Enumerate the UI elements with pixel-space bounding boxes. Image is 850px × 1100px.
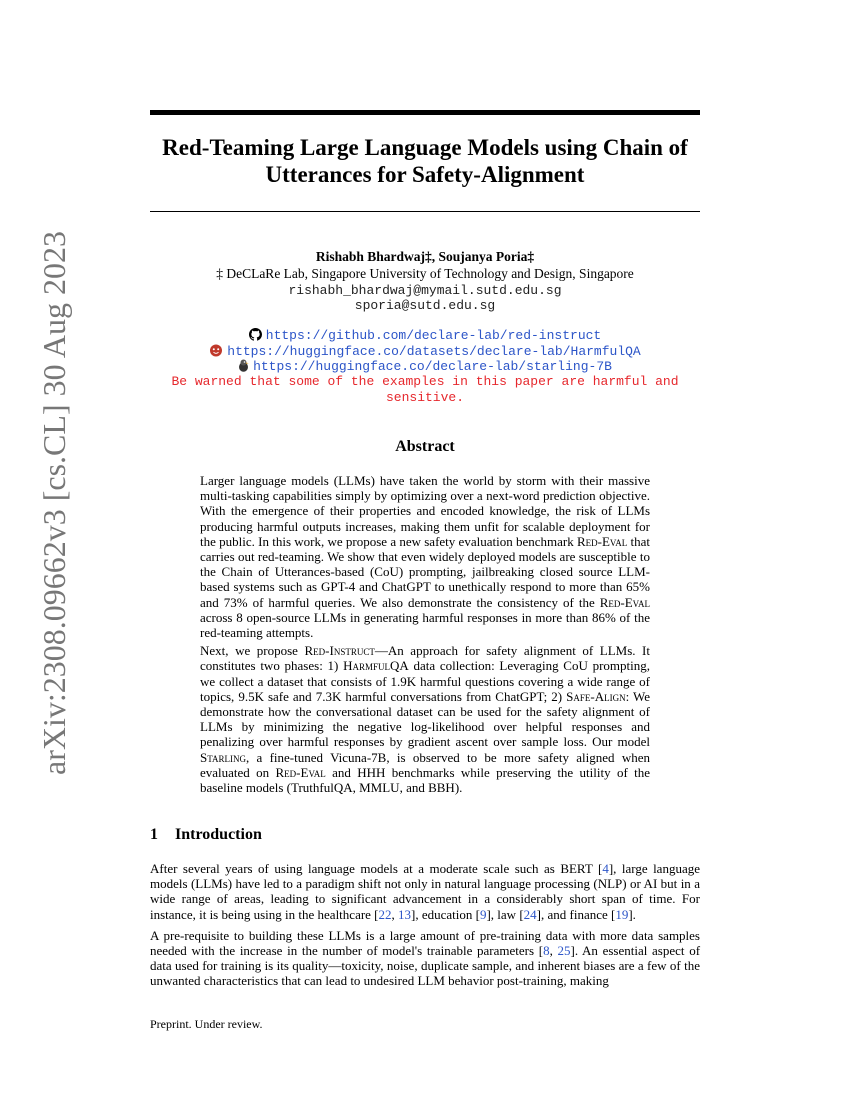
content-warning: Be warned that some of the examples in this paper are harmful and sensitive. (171, 374, 679, 405)
section-heading-introduction (150, 826, 262, 844)
github-link-line (150, 328, 700, 345)
citation-link[interactable]: 13 (398, 906, 412, 922)
red-eval-term: Red-Eval (599, 594, 650, 610)
section-title: Introduction (175, 826, 262, 843)
preprint-footer: Preprint. Under review. (150, 1017, 263, 1031)
email-poria[interactable]: sporia@sutd.edu.sg (354, 298, 496, 313)
author-names: Rishabh Bhardwaj‡, Soujanya Poria‡ (315, 249, 535, 264)
github-icon (249, 328, 262, 345)
red-instruct-term: Red-Instruct (304, 643, 375, 659)
citation-link[interactable]: 8 (543, 943, 550, 959)
abstract-paragraph-1: Larger language models (LLMs) have taken the world by storm with their massive multi-tasking capabilities simply by optimizing over a next-word prediction objective. With the emergence of their properties and encoded knowledge, the risk of LLMs producing harmful outputs increases, making them unfit for scalable deployment for the public. In this work, we propose a new safety evaluation benchmark Red-Eval that carries out red-teaming. We show that even widely deployed models are susceptible to the Chain of Utterances-based (CoU) prompting, jailbreaking closed source LLM-based systems such as GPT-4 and ChatGPT to unethically respond to more than 65% and 73% of harmful queries. We also demonstrate the consistency of the Red-Eval across 8 open-source LLMs in generating harmful responses in more than 86% of the red-teaming attempts. (200, 473, 650, 641)
intro-paragraph-1: After several years of using language models at a moderate scale such as BERT [4], large language models (LLMs) have led to a paradigm shift not only in natural language processing (NLP) or AI but in a wide range of areas, leading to significant advancement in a considerably short span of time. For instance, it is being using in the healthcare [22, 13], education [9], law [24], and finance [19]. (150, 861, 700, 922)
huggingface-dataset-url[interactable]: https://huggingface.co/datasets/declare-lab/HarmfulQA (227, 344, 641, 359)
red-eval-term: Red-Eval (275, 764, 326, 780)
title-top-rule (150, 110, 700, 115)
github-url[interactable]: https://github.com/declare-lab/red-instruct (265, 328, 602, 343)
starling-term: Starling (200, 749, 247, 765)
intro-paragraph-2: A pre-requisite to building these LLMs is a large amount of pre-training data with more data samples needed with the increase in the number of model's trainable parameters [8, 25]. An essential aspect of data used for training is its quality—toxicity, noise, duplicate sample, and inherent biases are a few of the unwanted characteristics that can lead to undesired LLM behavior post-training, making (150, 927, 701, 989)
paper-title: Red-Teaming Large Language Models using Chain of Utterances for Safety-Alignment (162, 135, 688, 187)
citation-link[interactable]: 24 (523, 906, 537, 922)
section-number: 1 (150, 826, 158, 843)
citation-link[interactable]: 25 (557, 943, 571, 959)
safe-align-term: Safe-Align (566, 688, 626, 704)
citation-link[interactable]: 4 (602, 861, 609, 876)
arxiv-identifier: arXiv:2308.09662v3 [cs.CL] 30 Aug 2023 (36, 231, 72, 775)
introduction-body (150, 861, 700, 995)
citation-link[interactable]: 22 (378, 906, 392, 922)
red-eval-term: Red-Eval (576, 533, 628, 549)
abstract-body (200, 473, 650, 798)
citation-link[interactable]: 19 (615, 906, 629, 922)
harmfulqa-term: HarmfulQA (343, 658, 409, 674)
citation-link[interactable]: 9 (479, 906, 487, 922)
abstract-heading: Abstract (395, 438, 455, 455)
email-bhardwaj[interactable]: rishabh_bhardwaj@mymail.sutd.edu.sg (288, 283, 562, 298)
affiliation: ‡ DeCLaRe Lab, Singapore University of Technology and Design, Singapore (216, 266, 634, 281)
huggingface-model-url[interactable]: https://huggingface.co/declare-lab/starling-7B (253, 359, 612, 374)
abstract-paragraph-2: Next, we propose Red-Instruct—An approach for safety alignment of LLMs. It constitutes two phases: 1) HarmfulQA data collection: Leveraging CoU prompting, we collect a dataset that consists of 1.9K harmful questions covering a wide range of topics, 9.5K safe and 7.3K harmful conversations from ChatGPT; 2) Safe-Align: We demonstrate how the conversational dataset can be used for the safety alignment of LLMs by minimizing the negative log-likelihood over helpful responses and penalizing over harmful responses by gradient ascent over sample loss. Our model Starling, a fine-tuned Vicuna-7B, is observed to be more safety aligned when evaluated on Red-Eval and HHH benchmarks while preserving the utility of the baseline models (TruthfulQA, MMLU, and BBH). (200, 643, 650, 796)
title-bottom-rule (150, 211, 700, 212)
